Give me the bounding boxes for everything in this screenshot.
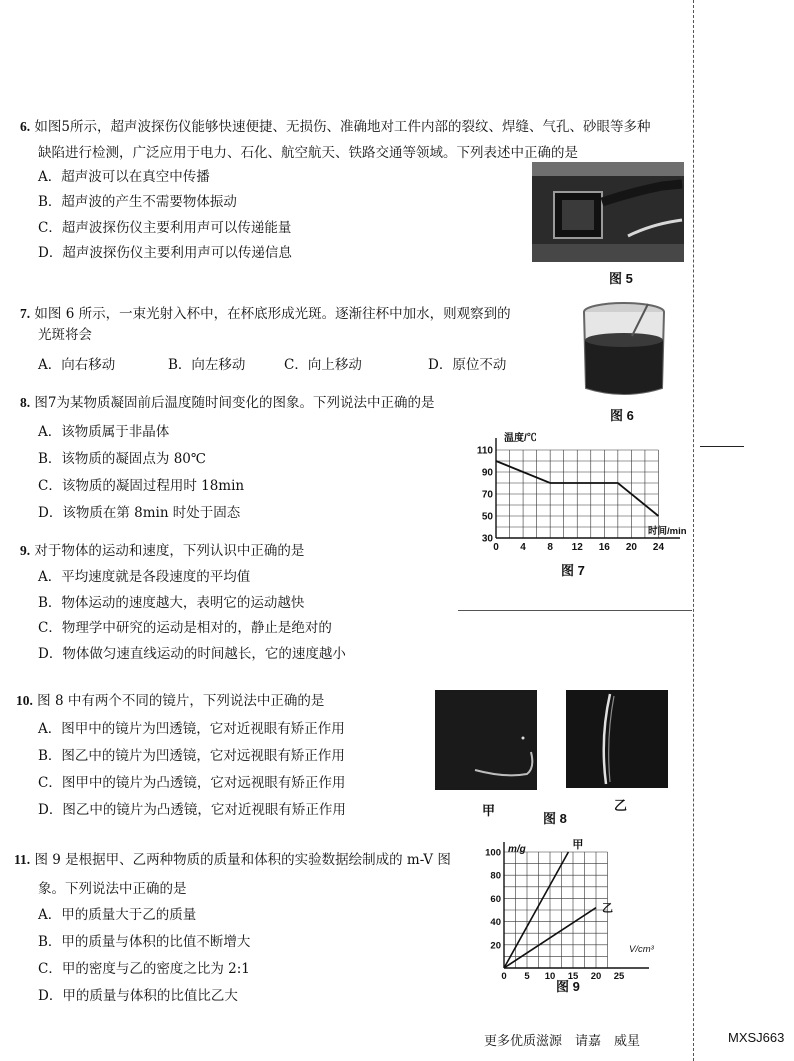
- figure-9-y-tick: 100: [485, 847, 501, 859]
- margin-tick: [700, 446, 744, 447]
- q11-stem-2: 象。下列说法中正确的是: [38, 881, 187, 897]
- q7-stem-2: 光斑将会: [38, 327, 92, 343]
- q8-option-a: A．该物质属于非晶体: [38, 424, 170, 440]
- q9-stem-1: 9. 对于物体的运动和速度，下列认识中正确的是: [20, 543, 305, 559]
- figure-9-x-tick: 5: [524, 971, 530, 982]
- figure-7-y-tick: 50: [481, 511, 493, 523]
- figure-7-x-tick: 16: [598, 542, 610, 553]
- figure-7-y-tick: 30: [481, 533, 493, 545]
- q7-stem-1: 7. 如图 6 所示，一束光射入杯中，在杯底形成光斑。逐渐往杯中加水，则观察到的: [20, 306, 511, 322]
- q7-option-d: D．原位不动: [428, 357, 507, 373]
- q7-option-a: A．向右移动: [38, 357, 116, 373]
- figure-8-lens-jia: [435, 690, 537, 790]
- q11-option-b: B．甲的质量与体积的比值不断增大: [38, 934, 251, 950]
- footer-code: MXSJ663: [728, 1030, 785, 1045]
- q8-option-d: D．该物质在第 8min 时处于固态: [38, 505, 241, 521]
- figure-9-y-tick: 80: [490, 870, 501, 882]
- q10-option-a: A．图甲中的镜片为凹透镜，它对近视眼有矫正作用: [38, 721, 345, 737]
- figure-9-x-tick: 15: [567, 971, 579, 982]
- q7-option-c: C．向上移动: [284, 357, 362, 373]
- q9-option-c: C．物理学中研究的运动是相对的，静止是绝对的: [38, 620, 332, 636]
- q9-option-d: D．物体做匀速直线运动的时间越长，它的速度越小: [38, 646, 346, 662]
- q11-option-a: A．甲的质量大于乙的质量: [38, 907, 197, 923]
- q9-option-a: A．平均速度就是各段速度的平均值: [38, 569, 251, 585]
- figure-8-label-jia: 甲: [482, 803, 496, 818]
- figure-9-y-tick: 20: [490, 940, 501, 952]
- figure-7-x-tick: 4: [520, 542, 526, 553]
- q10-option-c: C．图甲中的镜片为凸透镜，它对远视眼有矫正作用: [38, 775, 346, 791]
- q6-stem-1: 6. 如图5所示，超声波探伤仪能够快速便捷、无损伤、准确地对工件内部的裂纹、焊缝、气孔、砂眼等多种: [20, 119, 651, 135]
- q8-option-c: C．该物质的凝固过程用时 18min: [38, 478, 245, 494]
- q11-option-d: D．甲的质量与体积的比值比乙大: [38, 988, 238, 1004]
- figure-8-caption: 图 8: [543, 811, 567, 826]
- figure-6-caption: 图 6: [610, 408, 634, 423]
- figure-9-series-label: 乙: [602, 902, 613, 915]
- figure-7-y-tick: 90: [481, 467, 493, 479]
- figure-7-x-tick: 0: [493, 542, 499, 553]
- figure-9-caption: 图 9: [556, 979, 580, 994]
- figure-7-xlabel: 时间/min: [648, 526, 687, 537]
- figure-9-x-tick: 25: [613, 971, 625, 982]
- figure-7-x-tick: 12: [571, 542, 583, 553]
- q11-option-c: C．甲的密度与乙的密度之比为 2:1: [38, 961, 250, 977]
- figure-9-xlabel: V/cm³: [629, 944, 654, 955]
- figure-7-x-tick: 8: [547, 542, 553, 553]
- figure-9-x-tick: 0: [501, 971, 507, 982]
- figure-7-ylabel: 温度/℃: [504, 433, 537, 444]
- q8-option-b: B．该物质的凝固点为 80℃: [38, 451, 206, 467]
- q10-option-b: B．图乙中的镜片为凹透镜，它对远视眼有矫正作用: [38, 748, 345, 764]
- figure-9-series-label: 甲: [572, 839, 584, 851]
- figure-7-chart: [472, 430, 698, 560]
- q11-stem-1: 11. 图 9 是根据甲、乙两种物质的质量和体积的实验数据绘制成的 m-V 图: [14, 852, 451, 868]
- figure-9-x-tick: 10: [544, 971, 556, 982]
- q9-option-b: B．物体运动的速度越大，表明它的运动越快: [38, 595, 305, 611]
- figure-9-y-tick: 60: [490, 893, 501, 905]
- q6-option-a: A．超声波可以在真空中传播: [38, 169, 210, 185]
- figure-6-beaker: [576, 300, 672, 400]
- q7-option-b: B．向左移动: [168, 357, 246, 373]
- figure-7-caption: 图 7: [561, 563, 585, 578]
- figure-5-photo: [532, 162, 684, 262]
- figure-8-label-yi: 乙: [614, 798, 628, 813]
- figure-9-chart: [484, 838, 674, 982]
- figure-7-y-tick: 110: [476, 445, 493, 457]
- figure-9-ylabel: m/g: [508, 844, 526, 855]
- figure-7-x-tick: 20: [625, 542, 637, 553]
- footer-text: 更多优质滋源 请嘉 威星: [484, 1033, 641, 1048]
- q8-stem-1: 8. 图7为某物质凝固前后温度随时间变化的图象。下列说法中正确的是: [20, 395, 435, 411]
- q6-stem-2: 缺陷进行检测，广泛应用于电力、石化、航空航天、铁路交通等领域。下列表述中正确的是: [38, 145, 578, 161]
- figure-7-x-tick: 24: [652, 542, 665, 553]
- figure-7-y-tick: 70: [481, 489, 493, 501]
- q10-option-d: D．图乙中的镜片为凸透镜，它对近视眼有矫正作用: [38, 802, 346, 818]
- separator-line: [458, 610, 692, 611]
- figure-5-caption: 图 5: [609, 271, 633, 286]
- figure-9-y-tick: 40: [490, 917, 501, 929]
- q10-stem-1: 10. 图 8 中有两个不同的镜片，下列说法中正确的是: [16, 693, 325, 709]
- figure-8-lens-yi: [566, 690, 668, 788]
- q6-option-c: C．超声波探伤仪主要利用声可以传递能量: [38, 220, 292, 236]
- q6-option-b: B．超声波的产生不需要物体振动: [38, 194, 237, 210]
- figure-9-x-tick: 20: [590, 971, 602, 982]
- q6-option-d: D．超声波探伤仪主要利用声可以传递信息: [38, 245, 292, 261]
